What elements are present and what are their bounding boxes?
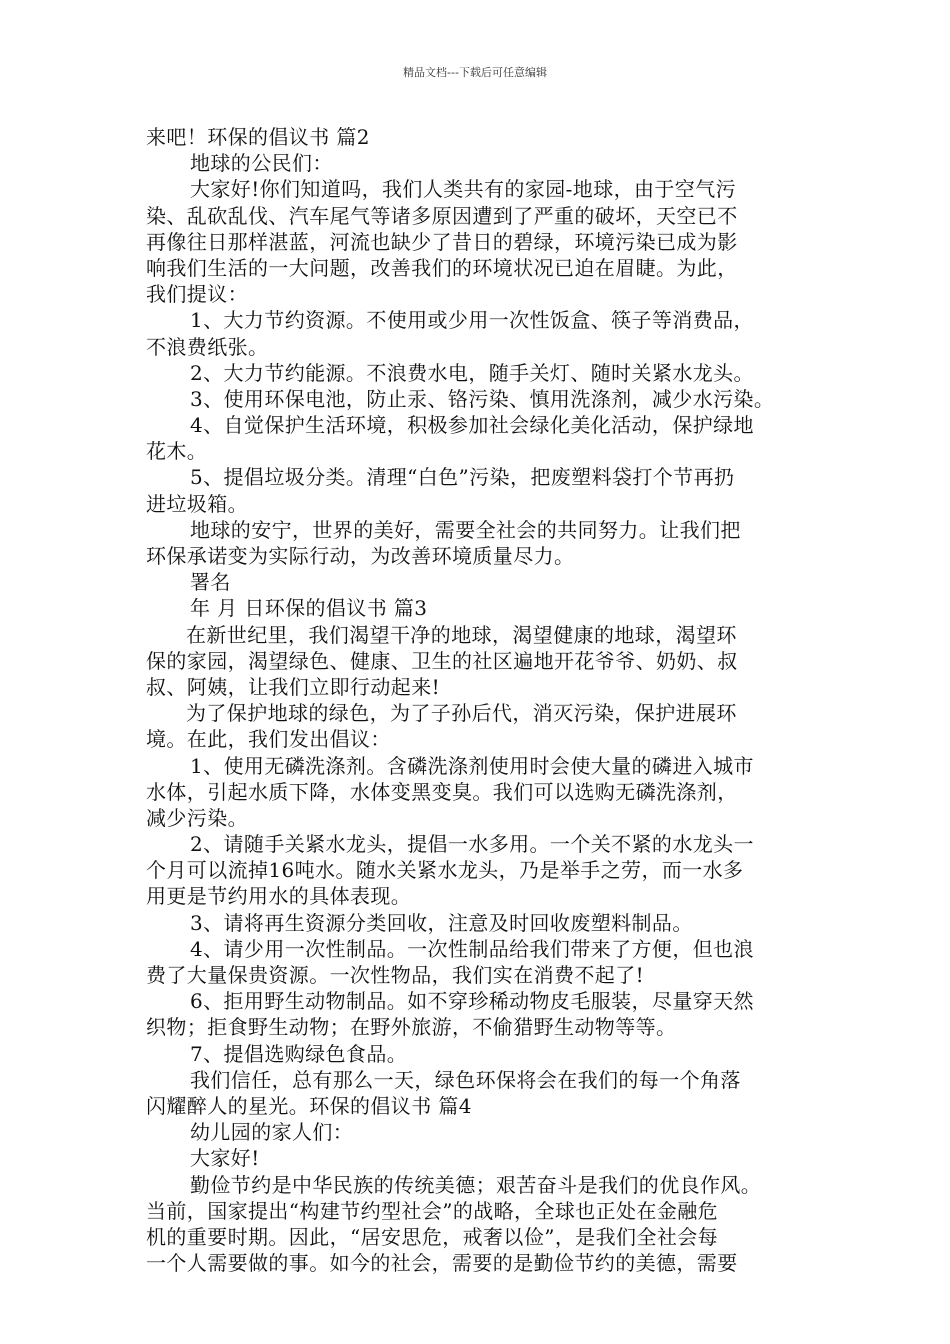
signature-label: 署名 — [190, 570, 231, 595]
list-item: 1、大力节约资源。不使用或少用一次性饭盒、筷子等消费品， — [190, 308, 754, 333]
list-item: 4、自觉保护生活环境，积极参加社会绿化美化活动，保护绿地 — [190, 413, 754, 438]
text-line: 勤俭节约是中华民族的传统美德；艰苦奋斗是我们的优良作风。 — [190, 1172, 762, 1197]
list-item: 4、请少用一次性制品。一次性制品给我们带来了方便，但也浪 — [190, 936, 754, 961]
text-line: 减少污染。 — [146, 805, 248, 830]
page-header: 精品文档---下载后可任意编辑 — [403, 66, 547, 79]
list-item: 5、提倡垃圾分类。清理“白色”污染，把废塑料袋打个节再扔 — [190, 465, 735, 490]
text-line: 花木。 — [146, 439, 208, 464]
text-line: 再像往日那样湛蓝，河流也缺少了昔日的碧绿，环境污染已成为影 — [146, 229, 738, 254]
list-item: 7、提倡选购绿色食品。 — [190, 1041, 408, 1066]
list-item: 3、请将再生资源分类回收，注意及时回收废塑料制品。 — [190, 910, 693, 935]
text-line: 进垃圾箱。 — [146, 491, 248, 516]
text-line: 费了大量保贵资源。一次性物品，我们实在消费不起了! — [146, 963, 645, 987]
text-line: 在新世纪里，我们渴望干净的地球，渴望健康的地球，渴望环 — [186, 622, 737, 647]
text-line: 境。在此，我们发出倡议： — [146, 727, 391, 752]
list-item: 2、大力节约能源。不浪费水电，随手关灯、随时关紧水龙头。 — [190, 360, 754, 385]
text-line: 染、乱砍乱伐、汽车尾气等诸多原因遭到了严重的破坏，天空已不 — [146, 203, 738, 228]
section-title: 来吧！环保的倡议书 篇2 — [146, 125, 370, 149]
text-line: 我们信任，总有那么一天，绿色环保将会在我们的每一个角落 — [190, 1067, 741, 1092]
text-line: 不浪费纸张。 — [146, 334, 269, 359]
greeting: 大家好! — [190, 1146, 260, 1171]
text-line: 地球的安宁，世界的美好，需要全社会的共同努力。让我们把 — [190, 517, 741, 542]
list-item: 1、使用无磷洗涤剂。含磷洗涤剂使用时会使大量的磷进入城市 — [190, 753, 754, 778]
date-and-section-title: 年 月 日环保的倡议书 篇3 — [190, 596, 428, 621]
text-line: 机的重要时期。因此，“居安思危，戒奢以俭”，是我们全社会每 — [146, 1224, 719, 1249]
text-line: 闪耀醉人的星光。环保的倡议书 篇4 — [146, 1093, 472, 1118]
list-item: 2、请随手关紧水龙头，提倡一水多用。一个关不紧的水龙头一 — [190, 832, 754, 857]
salutation: 幼儿园的家人们： — [190, 1120, 354, 1145]
text-line: 响我们生活的一大问题，改善我们的环境状况已迫在眉睫。为此， — [146, 255, 738, 280]
text-line: 个月可以流掉16吨水。随水关紧水龙头，乃是举手之劳，而一水多 — [146, 858, 744, 883]
text-line: 环保承诺变为实际行动，为改善环境质量尽力。 — [146, 544, 575, 568]
text-line: 保的家园，渴望绿色、健康、卫生的社区遍地开花爷爷、奶奶、叔 — [146, 648, 738, 673]
text-line: 我们提议： — [146, 282, 248, 307]
document-body — [146, 124, 811, 1276]
text-line: 为了保护地球的绿色，为了子孙后代，消灭污染，保护进展环 — [186, 701, 737, 726]
text-line: 织物；拒食野生动物；在野外旅游，不偷猎野生动物等等。 — [146, 1015, 677, 1040]
list-item: 3、使用环保电池，防止汞、铬污染、慎用洗涤剂，减少水污染。 — [190, 386, 775, 411]
text-line: 当前，国家提出“构建节约型社会”的战略，全球也正处在金融危 — [146, 1198, 719, 1223]
list-item: 6、拒用野生动物制品。如不穿珍稀动物皮毛服装，尽量穿天然 — [190, 989, 754, 1014]
text-line: 一个人需要做的事。如今的社会，需要的是勤俭节约的美德，需要 — [146, 1251, 738, 1276]
salutation: 地球的公民们： — [190, 151, 333, 176]
text-line: 大家好!你们知道吗，我们人类共有的家园-地球，由于空气污 — [190, 177, 736, 202]
text-line: 叔、阿姨，让我们立即行动起来! — [146, 674, 441, 699]
text-line: 水体，引起水质下降，水体变黑变臭。我们可以选购无磷洗涤剂， — [146, 779, 738, 804]
text-line: 用更是节约用水的具体表现。 — [146, 884, 412, 909]
